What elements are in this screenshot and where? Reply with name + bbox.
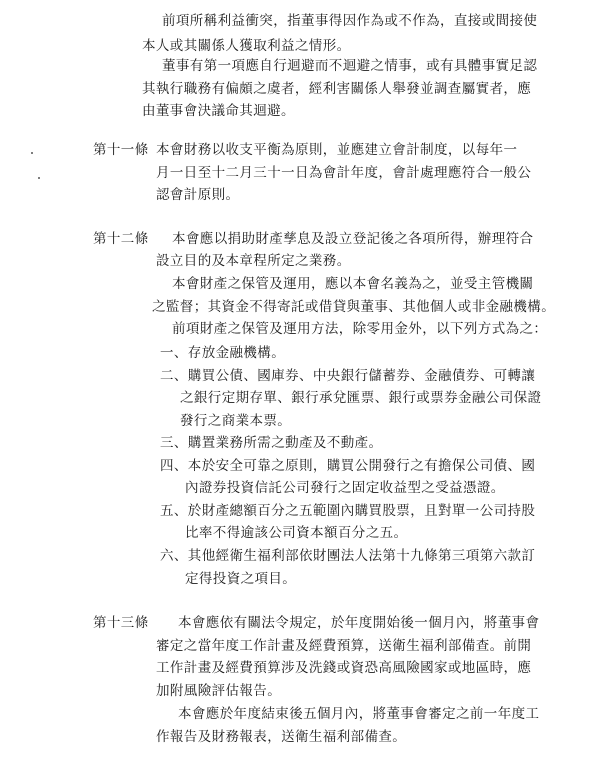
article-12-item-4-line-2: 內證券投資信託公司發行之固定收益型之受益憑證。	[185, 480, 505, 496]
article-12-line-4: 之監督；其資金不得寄託或借貸與董事、其他個人或非金融機構。	[152, 299, 556, 315]
article-12-item-6-line-2: 定得投資之項目。	[185, 571, 297, 587]
article-12-line-3: 本會財產之保管及運用，應以本會名義為之，並受主管機關	[172, 276, 534, 292]
article-11-line-1: 本會財務以收支平衡為原則，並應建立會計制度，以每年一	[156, 142, 518, 158]
article-13-line-4: 加附風險評估報告。	[156, 683, 282, 699]
article-12-item-5-line-1: 五、於財產總額百分之五範圍內購買股票，且對單一公司持股	[160, 503, 536, 519]
article-13-line-1: 本會應依有關法令規定，於年度開始後一個月內，將董事會	[178, 615, 540, 631]
top-line-2: 本人或其關係人獲取利益之情形。	[142, 38, 351, 54]
scan-speck	[38, 177, 40, 179]
article-12-item-5-line-2: 比率不得逾該公司資本額百分之五。	[185, 525, 408, 541]
article-11-label: 第十一條	[93, 142, 149, 158]
top-line-1: 前項所稱利益衝突，指董事得因作為或不作為，直接或間接使	[162, 13, 538, 29]
top-line-4: 其執行職務有偏頗之虞者，經利害關係人舉發並調查屬實者，應	[142, 81, 532, 97]
scan-speck	[31, 152, 33, 154]
article-12-line-5: 前項財產之保管及運用方法，除零用金外，以下列方式為之：	[172, 321, 548, 337]
article-12-item-2-line-2: 之銀行定期存單、銀行承兌匯票、銀行或票券金融公司保證	[180, 390, 542, 406]
article-13-line-3: 工作計畫及經費預算涉及洗錢或資恐高風險國家或地區時，應	[156, 660, 532, 676]
top-line-5: 由董事會決議命其迴避。	[142, 103, 295, 119]
article-13-line-2: 審定之當年度工作計畫及經費預算，送衛生福利部備查。前開	[156, 638, 532, 654]
article-13-line-6: 作報告及財務報表，送衛生福利部備查。	[156, 729, 407, 745]
article-11-line-3: 認會計原則。	[156, 187, 240, 203]
article-12-item-3: 三、購置業務所需之動產及不動產。	[160, 435, 383, 451]
article-13-line-5: 本會應於年度結束後五個月內，將董事會審定之前一年度工	[178, 706, 540, 722]
article-12-item-4-line-1: 四、本於安全可靠之原則，購買公開發行之有擔保公司債、國	[160, 458, 536, 474]
article-12-line-2: 設立目的及本章程所定之業務。	[156, 253, 351, 269]
top-line-3: 董事有第一項應自行迴避而不迴避之情事，或有具體事實足認	[162, 58, 538, 74]
article-12-item-6-line-1: 六、其他經衛生福利部依財團法人法第十九條第三項第六款訂	[160, 548, 536, 564]
article-12-item-1: 一、存放金融機構。	[160, 345, 286, 361]
article-12-item-2-line-1: 二、購買公債、國庫券、中央銀行儲蓄券、金融債券、可轉讓	[160, 368, 536, 384]
article-12-item-2-line-3: 發行之商業本票。	[180, 413, 292, 429]
article-12-label: 第十二條	[93, 231, 149, 247]
article-13-label: 第十三條	[93, 615, 149, 631]
article-11-line-2: 月一日至十二月三十一日為會計年度，會計處理應符合一般公	[156, 165, 532, 181]
article-12-line-1: 本會應以捐助財產孳息及設立登記後之各項所得，辦理符合	[172, 231, 534, 247]
